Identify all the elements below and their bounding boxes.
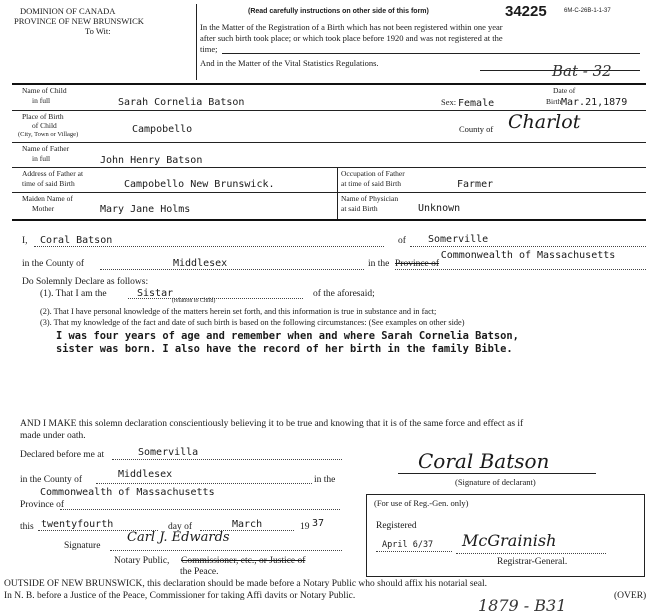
footer-over: (OVER) xyxy=(614,591,647,601)
place-label-2: of Child xyxy=(32,121,57,130)
year-value: 37 xyxy=(312,518,325,529)
footer-nb-note: In N. B. before a Justice of the Peace, Commissioner for taking Affi davits or Notary Public. xyxy=(4,591,356,601)
day-of-label: day of xyxy=(168,522,193,532)
father-name-value: John Henry Batson xyxy=(100,155,203,166)
dob-value: Mar.21,1879 xyxy=(561,97,628,108)
declared-before-label: Declared before me at xyxy=(20,450,105,460)
address-label-1: Address of Father at xyxy=(22,169,84,178)
declare-heading: Do Solemnly Declare as follows: xyxy=(22,277,149,287)
dominion-label: DOMINION OF CANADA xyxy=(20,6,116,16)
declarant-county-prefix: in the County of xyxy=(22,259,85,269)
declared-city: Somervilla xyxy=(138,447,199,458)
registered-date: April 6/37 xyxy=(382,540,434,550)
item-3: (3). That my knowledge of the fact and date of such birth is based on the following circumstances: (See examples on other side) xyxy=(40,318,465,327)
declarant-city: Somerville xyxy=(428,234,489,245)
dob-label-2: Birth xyxy=(546,97,562,106)
physician-label-2: at said Birth xyxy=(341,204,378,213)
mother-label-1: Maiden Name of xyxy=(22,194,73,203)
declared-state: Commonwealth of Massachusetts xyxy=(40,487,215,498)
item-1-prefix: (1). That I am the xyxy=(40,289,107,299)
child-name-label-1: Name of Child xyxy=(22,86,67,95)
form-number: 34225 xyxy=(505,3,547,20)
place-label-1: Place of Birth xyxy=(22,112,64,121)
matter-line-3: time; xyxy=(200,44,218,54)
this-label: this xyxy=(20,522,34,532)
declarant-county: Middlesex xyxy=(173,258,228,269)
declarant-name: Coral Batson xyxy=(40,235,113,246)
province-struck-label: Province of xyxy=(395,259,440,269)
year-prefix: 19 xyxy=(300,522,310,532)
solemn-line-1: AND I MAKE this solemn declaration conscientiously believing it to be true and knowing that it is of the same force and effect as if xyxy=(20,419,524,429)
registrar-signature: McGrainish xyxy=(462,531,557,550)
sex-label: Sex: xyxy=(441,97,457,107)
address-label-2: time of said Birth xyxy=(22,179,75,188)
solemn-line-2: made under oath. xyxy=(20,431,86,441)
registrar-use-label: (For use of Reg.-Gen. only) xyxy=(374,498,469,508)
occupation-label-1: Occupation of Father xyxy=(341,169,405,178)
physician-value: Unknown xyxy=(418,203,461,214)
sex-value: Female xyxy=(458,98,495,109)
declarant-state: Commonwealth of Massachusetts xyxy=(440,250,616,261)
relation-caption: (relation to Child) xyxy=(172,298,216,304)
matter-line-2: after such birth took place; or which took place before 1920 and was not registered at the xyxy=(200,33,503,43)
province-label: PROVINCE OF NEW BRUNSWICK xyxy=(14,16,144,26)
item-2: (2). That I have personal knowledge of the matters herein set forth, and this information is true in substance and in fact; xyxy=(40,307,437,316)
declarant-i-label: I, xyxy=(22,236,28,246)
handwritten-ref-bottom: 1879 - B31 xyxy=(478,596,567,615)
declarant-in-the-label: in the xyxy=(368,259,390,269)
item-1-suffix: of the aforesaid; xyxy=(313,289,375,299)
place-label-3: (City, Town or Village) xyxy=(18,131,79,138)
registrar-caption: Registrar-General. xyxy=(497,557,568,567)
declarant-of-label: of xyxy=(398,236,406,246)
declarant-signature: Coral Batson xyxy=(418,449,550,473)
day-value: twentyfourth xyxy=(41,519,114,530)
occupation-label-2: at time of said Birth xyxy=(341,179,401,188)
notary-peace-label: the Peace. xyxy=(180,567,219,577)
to-wit-label: To Wit: xyxy=(85,26,111,36)
father-name-label-1: Name of Father xyxy=(22,144,70,153)
circumstance-line-1: I was four years of age and remember when and where Sarah Cornelia Batson, xyxy=(56,330,519,342)
month-value: March xyxy=(232,519,263,530)
place-value: Campobello xyxy=(132,124,193,135)
registered-label: Registered xyxy=(376,521,417,531)
signature-label: Signature xyxy=(64,541,101,551)
occupation-value: Farmer xyxy=(457,179,494,190)
form-code: 6M-C-26B-1-1-37 xyxy=(564,8,611,14)
declared-county-prefix: in the County of xyxy=(20,475,83,485)
child-name-value: Sarah Cornelia Batson xyxy=(118,97,245,108)
notary-struck-label: Commissioner, etc., or Justice of xyxy=(181,556,306,566)
notary-public-label: Notary Public, xyxy=(114,556,170,566)
circumstance-line-2: sister was born. I also have the record of her birth in the family Bible. xyxy=(56,343,513,355)
notary-signature: Carl J. Edwards xyxy=(127,530,230,545)
declarant-signature-caption: (Signature of declarant) xyxy=(455,477,536,487)
matter-line-4: And in the Matter of the Vital Statistics Regulations. xyxy=(200,58,379,68)
handwritten-ref-top: Bat - 32 xyxy=(552,62,612,80)
declared-county-suffix: in the xyxy=(314,475,336,485)
declared-county: Middlesex xyxy=(118,469,173,480)
dob-label-1: Date of xyxy=(553,86,576,95)
county-label: County of xyxy=(459,124,494,134)
address-value: Campobello New Brunswick. xyxy=(124,179,275,190)
mother-label-2: Mother xyxy=(32,204,55,213)
father-name-label-2: in full xyxy=(32,154,51,163)
child-name-label-2: in full xyxy=(32,96,51,105)
instructions-note: (Read carefully instructions on other side of this form) xyxy=(248,8,429,15)
county-value: Charlot xyxy=(508,111,581,133)
physician-label-1: Name of Physician xyxy=(341,194,399,203)
footer-outside-note: OUTSIDE OF NEW BRUNSWICK, this declaration should be made before a Notary Public who should affix his notarial seal. xyxy=(4,579,488,589)
mother-name-value: Mary Jane Holms xyxy=(100,204,191,215)
matter-line-1: In the Matter of the Registration of a Birth which has not been registered within one year xyxy=(200,22,503,32)
relation-value: Sistar xyxy=(137,288,174,299)
declared-province-label: Province of xyxy=(20,500,65,510)
